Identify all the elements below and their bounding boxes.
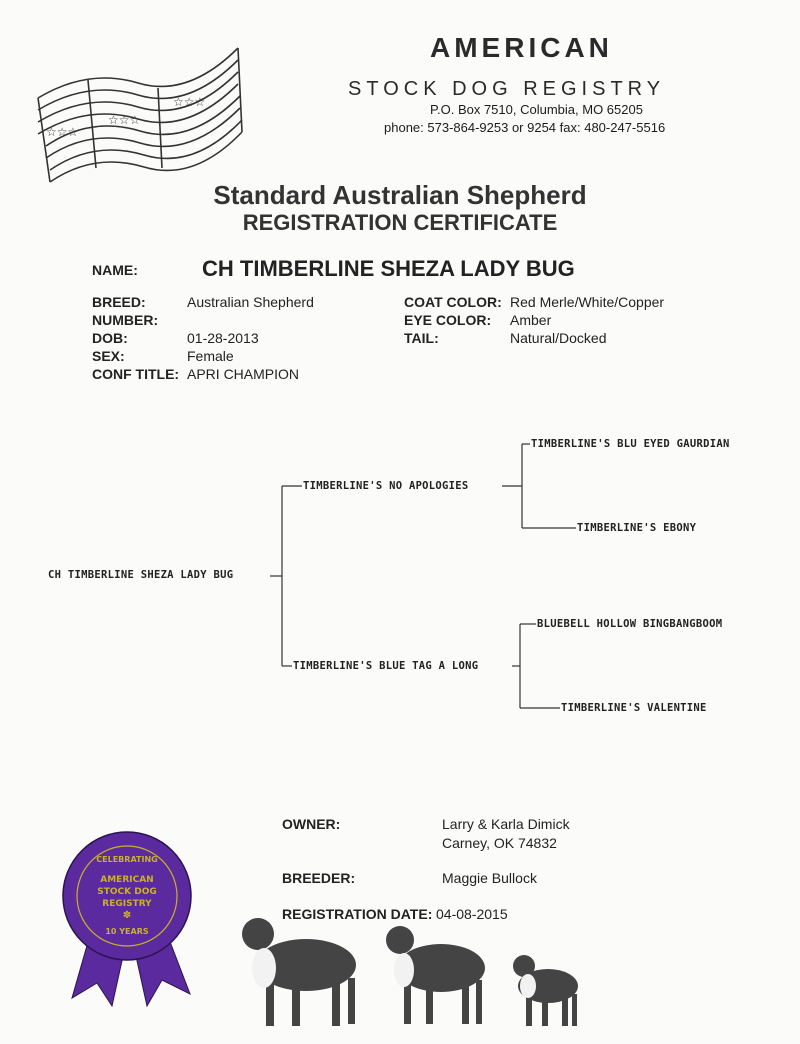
owner-city: Carney, OK 74832 bbox=[442, 835, 557, 851]
shepherd-dogs-illustration-icon bbox=[236, 910, 596, 1035]
org-name: AMERICAN bbox=[430, 32, 613, 63]
dob-label: DOB: bbox=[92, 330, 128, 346]
conf-title-value: APRI CHAMPION bbox=[187, 366, 300, 382]
coat-color-label: COAT COLOR: bbox=[404, 294, 502, 310]
pedigree-dam-dam: TIMBERLINE'S VALENTINE bbox=[561, 702, 707, 714]
eye-color-value: Amber bbox=[510, 312, 552, 328]
pedigree-subject: CH TIMBERLINE SHEZA LADY BUG bbox=[48, 569, 234, 581]
owner-label: OWNER: bbox=[282, 816, 341, 832]
tail-value: Natural/Docked bbox=[510, 330, 607, 346]
registration-date-value: 04-08-2015 bbox=[436, 906, 508, 922]
eye-color-label: EYE COLOR: bbox=[404, 312, 492, 328]
seal-line4: REGISTRY bbox=[102, 899, 152, 909]
seal-line1: CELEBRATING bbox=[96, 855, 158, 864]
breed-label: BREED: bbox=[92, 294, 146, 310]
sex-value: Female bbox=[187, 348, 234, 364]
seal-line5: 10 YEARS bbox=[105, 927, 149, 936]
org-subtitle: STOCK DOG REGISTRY bbox=[348, 78, 666, 100]
name-label: NAME: bbox=[92, 262, 138, 278]
sex-label: SEX: bbox=[92, 348, 125, 364]
seal-line3: STOCK DOG bbox=[97, 887, 157, 897]
dog-name: CH TIMBERLINE SHEZA LADY BUG bbox=[202, 256, 575, 281]
number-label: NUMBER: bbox=[92, 312, 159, 328]
tail-label: TAIL: bbox=[404, 330, 439, 346]
breed-heading: Standard Australian Shepherd bbox=[213, 180, 587, 210]
pedigree-sire-dam: TIMBERLINE'S EBONY bbox=[577, 522, 697, 534]
org-contact: phone: 573-864-9253 or 9254 fax: 480-247-5516 bbox=[384, 120, 666, 135]
pedigree-dam: TIMBERLINE'S BLUE TAG A LONG bbox=[293, 660, 479, 672]
pedigree-sire: TIMBERLINE'S NO APOLOGIES bbox=[303, 480, 469, 492]
svg-text:☆☆☆: ☆☆☆ bbox=[173, 95, 206, 109]
svg-text:☆☆☆: ☆☆☆ bbox=[46, 125, 79, 139]
coat-color-value: Red Merle/White/Copper bbox=[510, 294, 665, 310]
svg-text:☆☆☆: ☆☆☆ bbox=[108, 113, 141, 127]
owner-name: Larry & Karla Dimick bbox=[442, 816, 570, 832]
breed-value: Australian Shepherd bbox=[187, 294, 314, 310]
pedigree-sire-sire: TIMBERLINE'S BLU EYED GAURDIAN bbox=[531, 438, 730, 450]
seal-line2: AMERICAN bbox=[100, 875, 154, 885]
breeder-value: Maggie Bullock bbox=[442, 870, 537, 886]
dob-value: 01-28-2013 bbox=[187, 330, 259, 346]
org-address: P.O. Box 7510, Columbia, MO 65205 bbox=[430, 102, 643, 117]
registration-date-label: REGISTRATION DATE: bbox=[282, 906, 433, 922]
anniversary-seal-icon bbox=[52, 828, 202, 1008]
certificate-title: REGISTRATION CERTIFICATE bbox=[242, 210, 558, 235]
seal-paw-icon: ✽ bbox=[122, 910, 132, 921]
conf-title-label: CONF TITLE: bbox=[92, 366, 180, 382]
pedigree-dam-sire: BLUEBELL HOLLOW BINGBANGBOOM bbox=[537, 618, 723, 630]
breeder-label: BREEDER: bbox=[282, 870, 356, 886]
